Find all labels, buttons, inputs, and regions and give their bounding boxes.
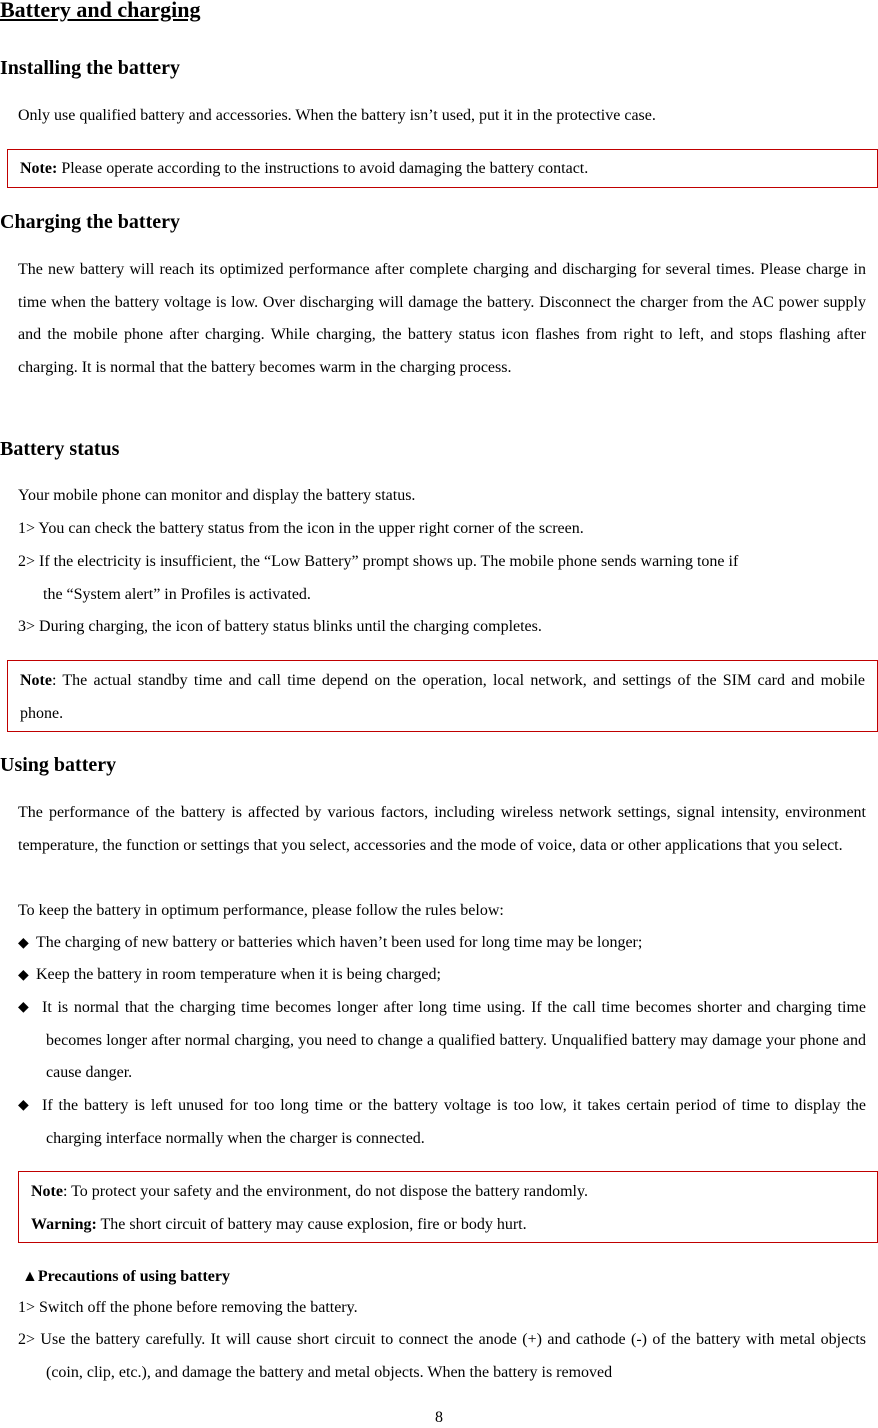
note-text: : The actual standby time and call time depend on the operation, local network, and settings of the SIM card and mobile phone. (20, 672, 865, 722)
status-intro: Your mobile phone can monitor and display the battery status. (18, 487, 416, 504)
note-label: Note: (20, 160, 58, 177)
status-item-2-cont: the “System alert” in Profiles is activated. (43, 586, 311, 603)
diamond-bullet-icon: ◆ (18, 936, 29, 951)
installing-paragraph: Only use qualified battery and accessories. When the battery isn’t used, put it in the protective case. (18, 107, 656, 124)
diamond-bullet-icon: ◆ (18, 1098, 29, 1113)
page-number: 8 (435, 1409, 443, 1426)
heading-charging-battery: Charging the battery (0, 211, 180, 233)
precaution-item-1: 1> Switch off the phone before removing the battery. (18, 1299, 358, 1316)
heading-battery-status: Battery status (0, 438, 120, 460)
note-label: Note (31, 1183, 63, 1200)
bullet-text: It is normal that the charging time becomes longer after long time using. If the call time becomes shorter and charging time becomes longer after normal charging, you need to change a qualified battery. Unqualified battery may damage your phone and cause danger. (42, 999, 866, 1081)
note-box-status (7, 660, 878, 732)
bullet-item (18, 931, 642, 956)
diamond-bullet-icon: ◆ (18, 968, 29, 983)
status-item-1: 1> You can check the battery status from the icon in the upper right corner of the screen. (18, 520, 584, 537)
charging-paragraph: The new battery will reach its optimized performance after complete charging and discharging for several times. Please charge in time when the battery voltage is low. Over discharging will damage the battery. Disconnect the charger from the AC power supply and the mobile phone after charging. While charging, the battery status icon flashes from right to left, and stops flashing after charging. It is normal that the battery becomes warm in the charging process. (18, 261, 866, 376)
note-box-installing (7, 149, 878, 188)
note-label: Note (20, 672, 52, 689)
rules-intro: To keep the battery in optimum performance, please follow the rules below: (18, 902, 504, 919)
heading-precautions: ▲Precautions of using battery (22, 1268, 230, 1285)
warning-label: Warning: (31, 1215, 97, 1233)
status-item-2: 2> If the electricity is insufficient, the “Low Battery” prompt shows up. The mobile phone sends warning tone if (18, 553, 739, 570)
bullet-text: The charging of new battery or batteries which haven’t been used for long time may be longer; (36, 934, 643, 951)
page-title: Battery and charging (0, 0, 201, 22)
using-paragraph: The performance of the battery is affected by various factors, including wireless network settings, signal intensity, environment temperature, the function or settings that you select, accessories and the mode of voice, data or other applications that you select. (18, 804, 866, 854)
heading-using-battery: Using battery (0, 754, 117, 776)
diamond-bullet-icon: ◆ (18, 1000, 29, 1015)
note-text: : To protect your safety and the environment, do not dispose the battery randomly. (62, 1183, 588, 1200)
precaution-item-2: 2> Use the battery carefully. It will cause short circuit to connect the anode (+) and cathode (-) of the battery with metal objects (coin, clip, etc.), and damage the battery and metal objects. When the battery is removed (18, 1331, 866, 1381)
heading-installing-battery: Installing the battery (0, 57, 180, 79)
note-text: Please operate according to the instructions to avoid damaging the battery contact. (57, 160, 589, 177)
bullet-text: Keep the battery in room temperature when it is being charged; (36, 966, 441, 983)
note-box-using (18, 1171, 878, 1243)
warning-text: The short circuit of battery may cause explosion, fire or body hurt. (96, 1215, 527, 1233)
bullet-item (18, 963, 441, 988)
triangle-icon: ▲ (22, 1268, 38, 1285)
status-item-3: 3> During charging, the icon of battery status blinks until the charging completes. (18, 618, 542, 635)
bullet-text: If the battery is left unused for too long time or the battery voltage is too low, it takes certain period of time to display the charging interface normally when the charger is connected. (42, 1097, 866, 1147)
